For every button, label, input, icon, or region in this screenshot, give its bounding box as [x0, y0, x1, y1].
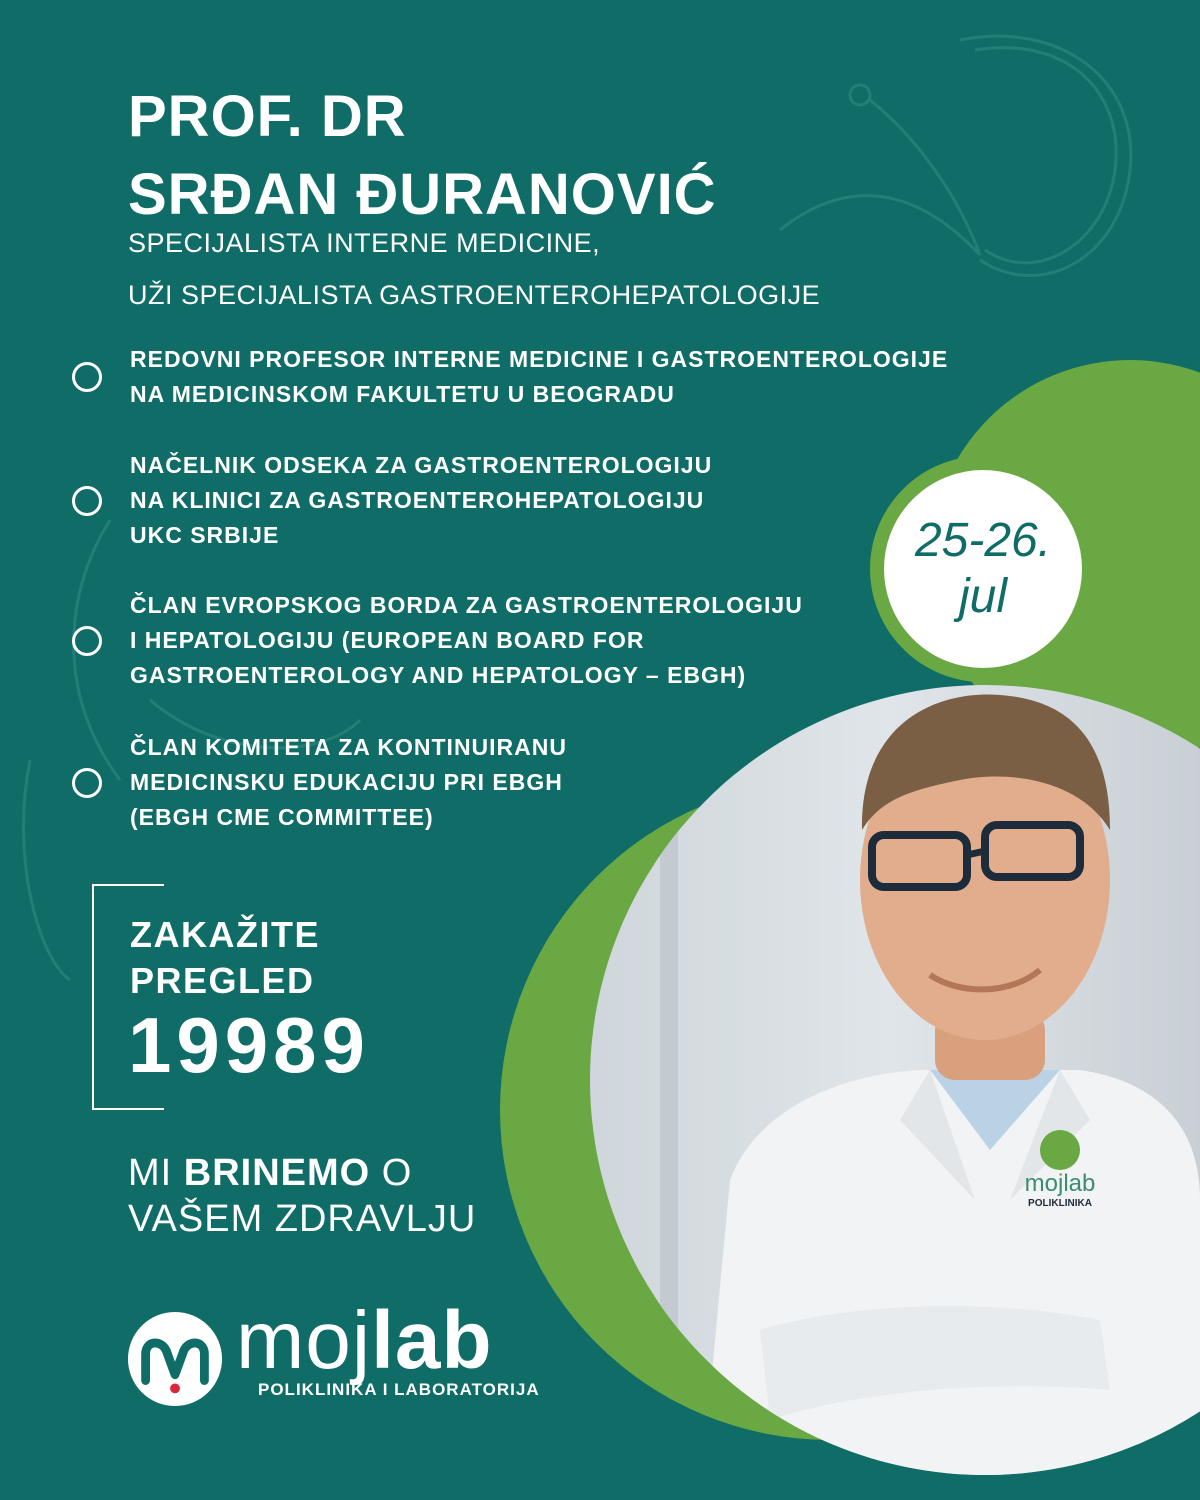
coat-logo	[1010, 1130, 1110, 1209]
credential-item	[72, 730, 872, 835]
logo-tagline: POLIKLINIKA I LABORATORIJA	[258, 1380, 540, 1399]
circle-bullet-icon	[72, 486, 102, 516]
slogan-line-1	[128, 1152, 412, 1195]
date-badge-days: 25-26.	[914, 514, 1052, 567]
credential-line: ČLAN KOMITETA ZA KONTINUIRANU	[130, 734, 567, 760]
specialty-line-2: UŽI SPECIJALISTA GASTROENTEROHEPATOLOGIJE	[128, 280, 821, 310]
name-line-1: PROF. DR	[128, 84, 407, 149]
specialty-line-1: SPECIJALISTA INTERNE MEDICINE,	[128, 228, 601, 258]
logo-word-bold: lab	[371, 1295, 493, 1386]
slogan-line-2: VAŠEM ZDRAVLJU	[128, 1198, 477, 1240]
credential-line: GASTROENTEROLOGY AND HEPATOLOGY – EBGH)	[130, 662, 747, 688]
coat-logo-word: mojlab	[1024, 1170, 1096, 1197]
date-badge	[870, 456, 1096, 682]
credential-line: NA KLINICI ZA GASTROENTEROHEPATOLOGIJU	[130, 487, 705, 513]
credential-item	[72, 448, 872, 553]
credential-line: I HEPATOLOGIJU (EUROPEAN BOARD FOR	[130, 627, 645, 653]
slogan-post: O	[370, 1152, 413, 1194]
mojlab-logo-icon	[126, 1310, 224, 1408]
credential-line: NAČELNIK ODSEKA ZA GASTROENTEROLOGIJU	[130, 452, 713, 478]
circle-bullet-icon	[72, 768, 102, 798]
credential-line: MEDICINSKU EDUKACIJU PRI EBGH	[130, 769, 563, 795]
phone-number[interactable]: 19989	[128, 1001, 370, 1089]
credential-line: UKC SRBIJE	[130, 522, 280, 548]
mojlab-logo-word	[236, 1296, 493, 1386]
credential-item	[72, 588, 872, 693]
date-badge-month: jul	[958, 570, 1008, 623]
logo-word-light: moj	[236, 1295, 372, 1386]
coat-logo-mark	[1040, 1130, 1080, 1170]
slogan-bold: BRINEMO	[183, 1152, 371, 1194]
name-line-2: SRĐAN ĐURANOVIĆ	[128, 162, 717, 227]
credential-line: NA MEDICINSKOM FAKULTETU U BEOGRADU	[130, 381, 675, 407]
doctor-name	[128, 78, 717, 234]
credential-line: ČLAN EVROPSKOG BORDA ZA GASTROENTEROLOGIJU	[130, 592, 803, 618]
credential-line: (EBGH CME COMMITTEE)	[130, 804, 434, 830]
cta-line-2: PREGLED	[130, 960, 315, 1001]
circle-bullet-icon	[72, 362, 102, 392]
coat-logo-sub: POLIKLINIKA	[1028, 1198, 1092, 1209]
circle-bullet-icon	[72, 626, 102, 656]
cta-line-1: ZAKAŽITE	[130, 914, 320, 955]
credential-item	[72, 342, 949, 412]
slogan-pre: MI	[128, 1152, 184, 1194]
credential-line: REDOVNI PROFESOR INTERNE MEDICINE I GASTROENTEROLOGIJE	[130, 346, 949, 372]
